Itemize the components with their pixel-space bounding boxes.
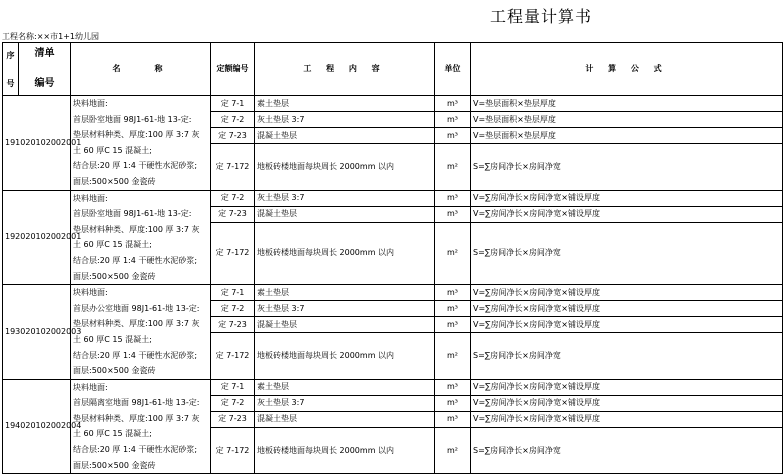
work-content: 地板砖楼地面每块周长 2000mm 以内	[255, 333, 435, 379]
table-row	[3, 190, 783, 206]
table-header-row	[3, 43, 783, 96]
quota-code: 定 7-1	[211, 379, 255, 395]
description-line: 土 60 厚C 15 混凝土;	[73, 240, 152, 250]
unit: m³	[435, 190, 471, 206]
quota-code: 定 7-2	[211, 112, 255, 128]
work-content: 灰土垫层 3:7	[255, 395, 435, 411]
description-line: 面层:500×500 金瓷砖	[73, 176, 156, 186]
header-unit: 单位	[435, 43, 471, 96]
description-line: 面层:500×500 金瓷砖	[73, 366, 156, 376]
description-line: 垫层材料种类、厚度:100 厚 3:7 灰	[73, 224, 200, 234]
quota-code: 定 7-2	[211, 301, 255, 317]
item-code: 020102002004	[20, 421, 82, 431]
work-content: 素土垫层	[255, 285, 435, 301]
description-line: 土 60 厚C 15 混凝土;	[73, 334, 152, 344]
formula: V=∑房间净长×房间净宽×铺设厚度	[471, 411, 783, 427]
formula: V=∑房间净长×房间净宽×铺设厚度	[471, 301, 783, 317]
quota-code: 定 7-23	[211, 317, 255, 333]
header-formula: 计 算 公 式	[471, 43, 783, 96]
item-description	[71, 190, 211, 285]
description-line: 首层隔离室地面 98J1-61-地 13-定:	[73, 398, 200, 408]
header-content: 工 程 内 容	[255, 43, 435, 96]
unit: m²	[435, 222, 471, 284]
item-seq: 191	[5, 137, 21, 147]
work-content: 混凝土垫层	[255, 411, 435, 427]
work-content: 地板砖楼地面每块周长 2000mm 以内	[255, 144, 435, 190]
item-description	[71, 379, 211, 474]
description-line: 结合层:20 厚 1:4 干硬性水泥砂浆;	[73, 350, 198, 360]
description-line: 首层卧室地面 98J1-61-地 13-定:	[73, 209, 192, 219]
work-content: 混凝土垫层	[255, 317, 435, 333]
description-line: 块料地面:	[73, 288, 108, 298]
header-quota: 定额编号	[211, 43, 255, 96]
formula: S=∑房间净长×房间净宽	[471, 333, 783, 379]
work-content: 混凝土垫层	[255, 206, 435, 222]
work-content: 素土垫层	[255, 96, 435, 112]
work-content: 混凝土垫层	[255, 128, 435, 144]
description-line: 结合层:20 厚 1:4 干硬性水泥砂浆;	[73, 445, 198, 455]
item-description	[71, 96, 211, 191]
description-line: 首层卧室地面 98J1-61-地 13-定:	[73, 114, 192, 124]
description-line: 块料地面:	[73, 193, 108, 203]
table-row	[3, 285, 783, 301]
item-code: 020102002001	[20, 232, 82, 242]
unit: m²	[435, 333, 471, 379]
formula: S=∑房间净长×房间净宽	[471, 427, 783, 473]
description-line: 结合层:20 厚 1:4 干硬性水泥砂浆;	[73, 161, 198, 171]
formula: V=垫层面积×垫层厚度	[471, 96, 783, 112]
quota-code: 定 7-172	[211, 144, 255, 190]
work-content: 地板砖楼地面每块周长 2000mm 以内	[255, 222, 435, 284]
description-line: 垫层材料种类、厚度:100 厚 3:7 灰	[73, 319, 200, 329]
project-name: 工程名称:××市1+1幼儿园	[2, 32, 99, 41]
formula: S=∑房间净长×房间净宽	[471, 222, 783, 284]
quota-code: 定 7-172	[211, 333, 255, 379]
quota-code: 定 7-1	[211, 96, 255, 112]
quota-code: 定 7-172	[211, 427, 255, 473]
description-line: 土 60 厚C 15 混凝土;	[73, 429, 152, 439]
item-code: 020102002001	[20, 137, 82, 147]
formula: V=∑房间净长×房间净宽×铺设厚度	[471, 379, 783, 395]
description-line: 结合层:20 厚 1:4 干硬性水泥砂浆;	[73, 255, 198, 265]
document-title: 工程量计算书	[490, 7, 593, 26]
description-line: 垫层材料种类、厚度:100 厚 3:7 灰	[73, 130, 200, 140]
description-line: 首层办公室地面 98J1-61-地 13-定:	[73, 303, 200, 313]
quota-code: 定 7-23	[211, 411, 255, 427]
header-name: 名 称	[71, 43, 211, 96]
unit: m³	[435, 206, 471, 222]
description-line: 垫层材料种类、厚度:100 厚 3:7 灰	[73, 413, 200, 423]
description-line: 土 60 厚C 15 混凝土;	[73, 145, 152, 155]
work-content: 灰土垫层 3:7	[255, 112, 435, 128]
formula: V=垫层面积×垫层厚度	[471, 112, 783, 128]
table-body	[3, 96, 783, 474]
unit: m³	[435, 301, 471, 317]
item-seq-code	[3, 190, 82, 285]
work-content: 灰土垫层 3:7	[255, 301, 435, 317]
item-seq: 192	[5, 232, 21, 242]
unit: m³	[435, 112, 471, 128]
quantity-calculation-table	[2, 42, 783, 474]
formula: V=∑房间净长×房间净宽×铺设厚度	[471, 206, 783, 222]
unit: m³	[435, 411, 471, 427]
formula: V=∑房间净长×房间净宽×铺设厚度	[471, 285, 783, 301]
formula: V=垫层面积×垫层厚度	[471, 128, 783, 144]
item-seq: 194	[5, 421, 21, 431]
item-seq-code	[3, 285, 82, 380]
formula: S=∑房间净长×房间净宽	[471, 144, 783, 190]
quota-code: 定 7-23	[211, 128, 255, 144]
unit: m³	[435, 128, 471, 144]
description-line: 块料地面:	[73, 382, 108, 392]
work-content: 素土垫层	[255, 379, 435, 395]
unit: m³	[435, 379, 471, 395]
item-seq: 193	[5, 326, 21, 336]
unit: m³	[435, 285, 471, 301]
table-row	[3, 379, 783, 395]
formula: V=∑房间净长×房间净宽×铺设厚度	[471, 317, 783, 333]
unit: m³	[435, 395, 471, 411]
unit: m²	[435, 427, 471, 473]
quota-code: 定 7-23	[211, 206, 255, 222]
description-line: 块料地面:	[73, 99, 108, 108]
table-row	[3, 96, 783, 112]
description-line: 面层:500×500 金瓷砖	[73, 271, 156, 281]
unit: m²	[435, 144, 471, 190]
quota-code: 定 7-1	[211, 285, 255, 301]
unit: m³	[435, 317, 471, 333]
formula: V=∑房间净长×房间净宽×铺设厚度	[471, 190, 783, 206]
header-code: 清单 编号	[19, 43, 71, 96]
item-seq-code	[3, 96, 82, 191]
quota-code: 定 7-172	[211, 222, 255, 284]
item-seq-code	[3, 379, 82, 474]
item-description	[71, 285, 211, 380]
unit: m³	[435, 96, 471, 112]
work-content: 地板砖楼地面每块周长 2000mm 以内	[255, 427, 435, 473]
description-line: 面层:500×500 金瓷砖	[73, 460, 156, 470]
formula: V=∑房间净长×房间净宽×铺设厚度	[471, 395, 783, 411]
header-seq: 序 号	[3, 43, 19, 96]
quota-code: 定 7-2	[211, 395, 255, 411]
work-content: 灰土垫层 3:7	[255, 190, 435, 206]
item-code: 020102002003	[20, 326, 82, 336]
quota-code: 定 7-2	[211, 190, 255, 206]
